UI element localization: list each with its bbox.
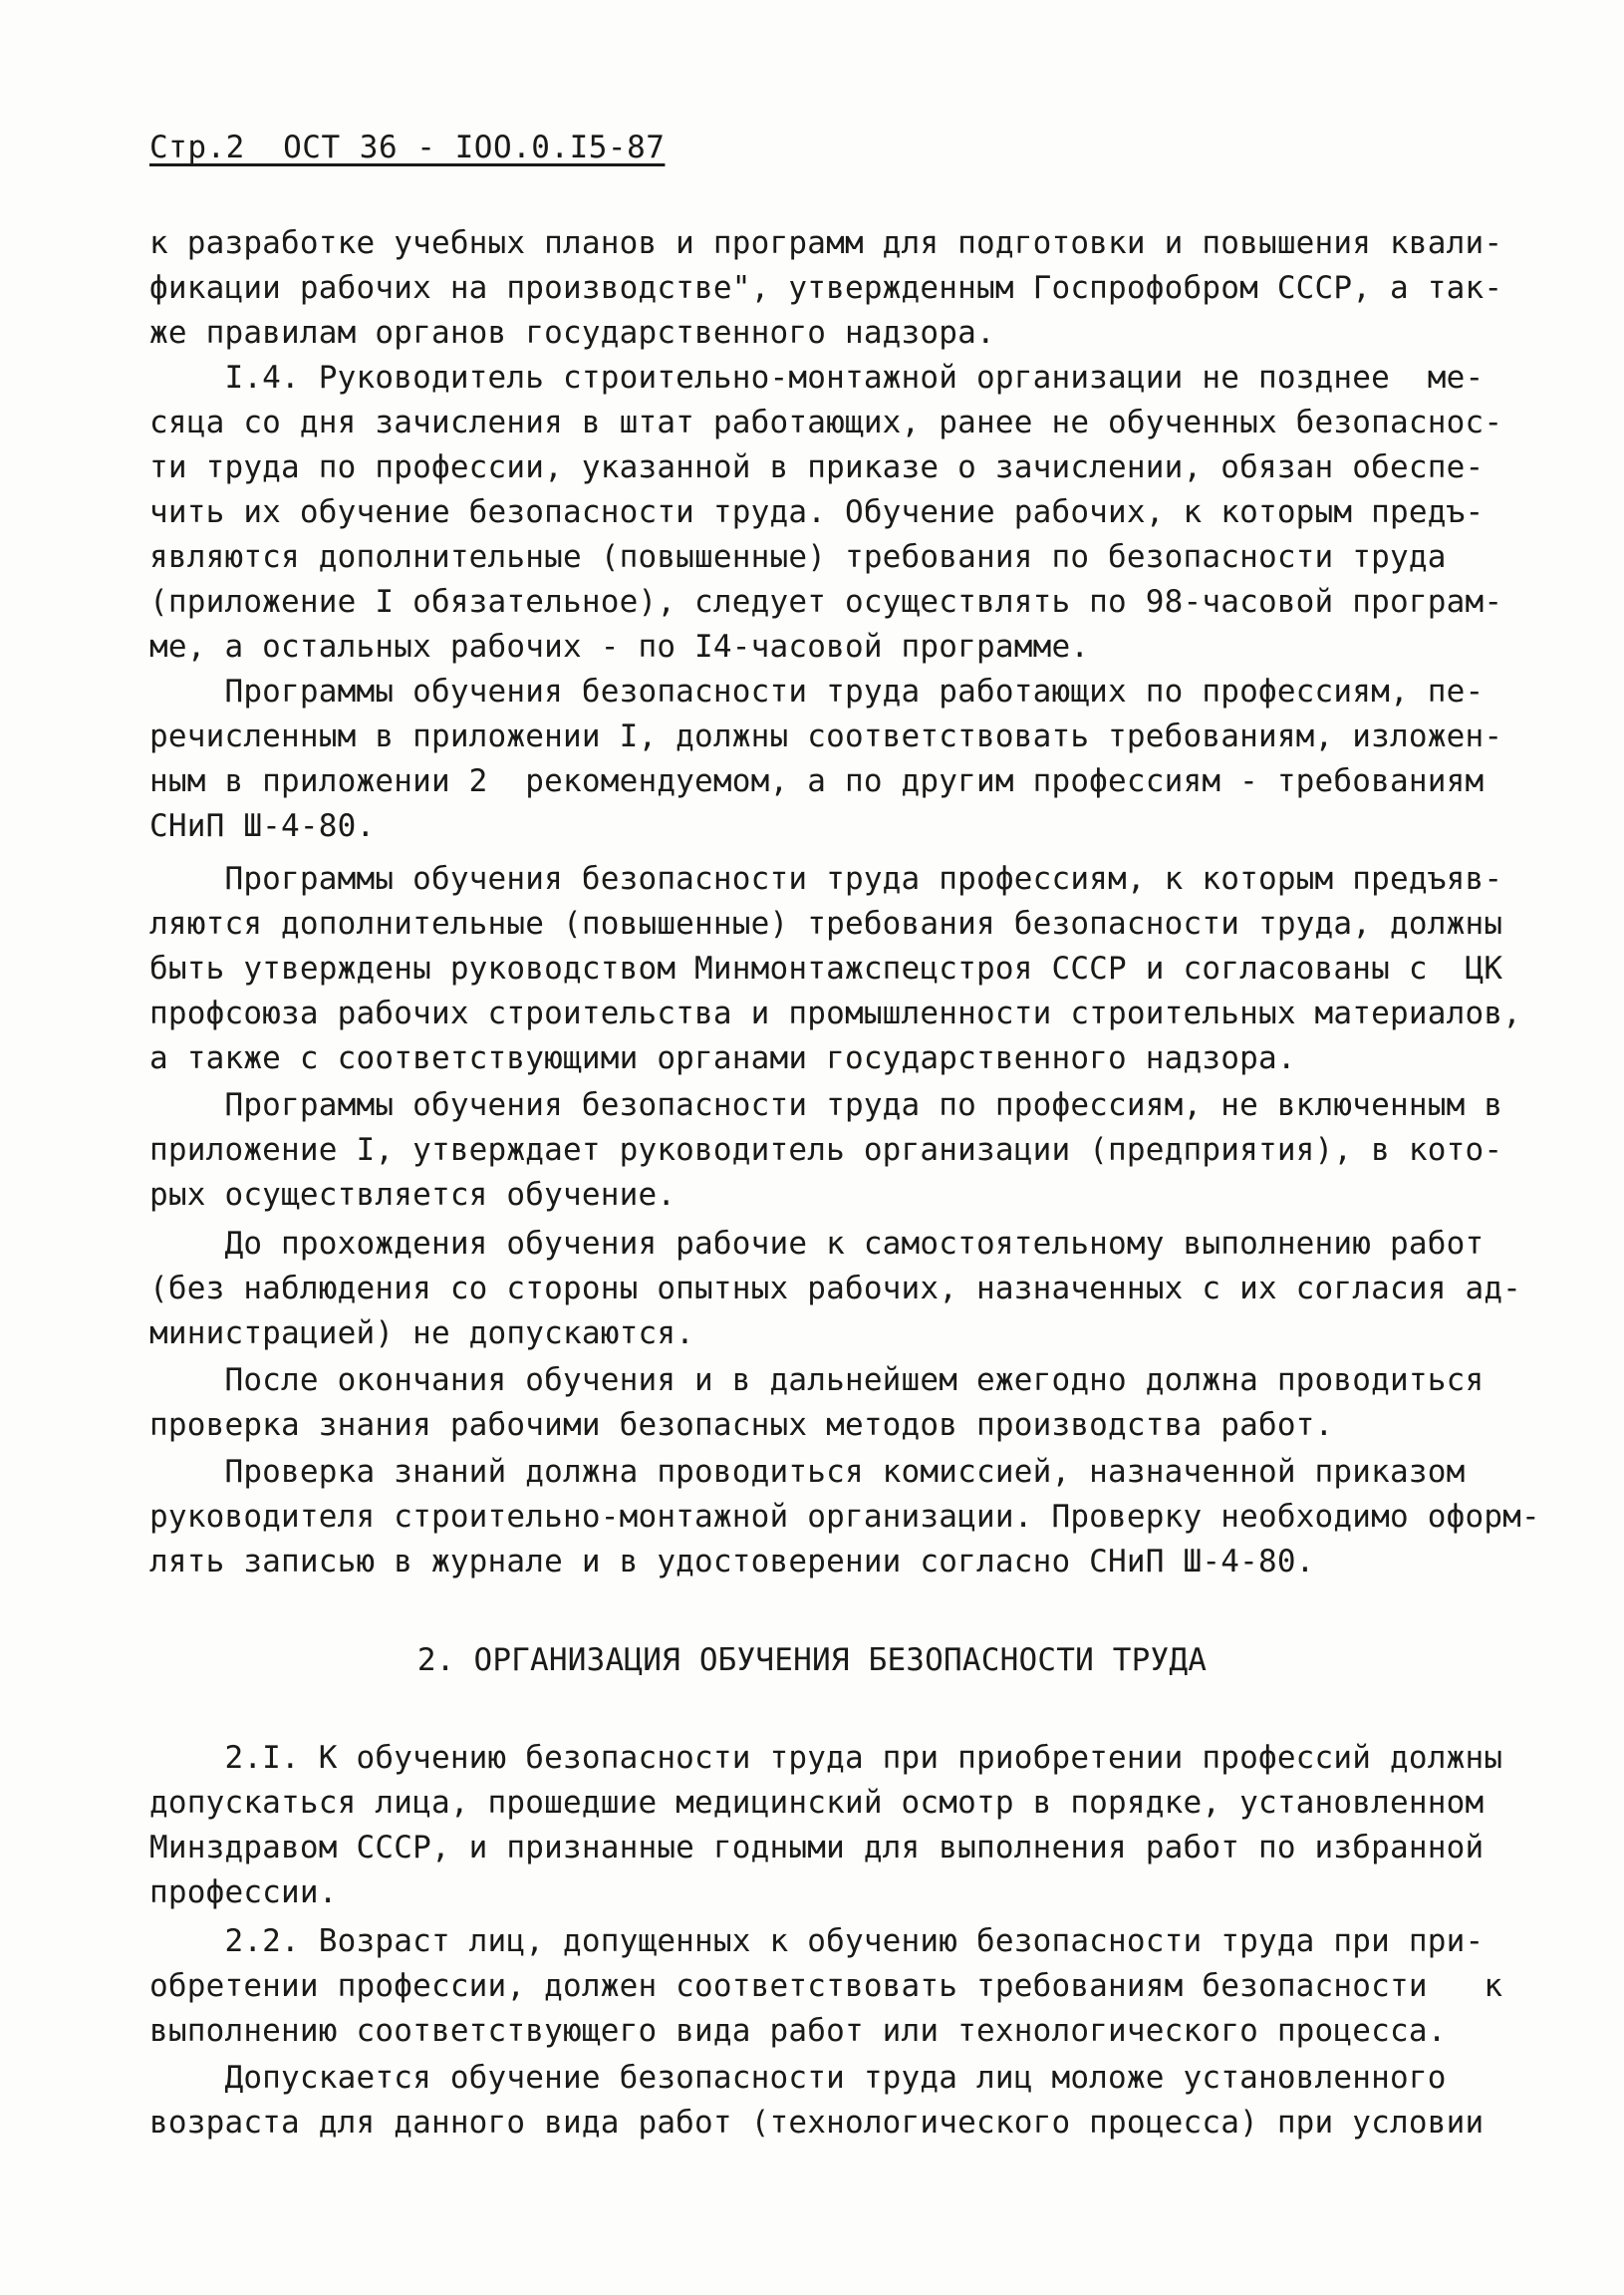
- text-line: 2.I. К обучению безопасности труда при приобретении профессий должны: [149, 1740, 1503, 1776]
- text-line: речисленным в приложении I, должны соответствовать требованиям, изложен-: [149, 718, 1503, 754]
- text-line: а также с соответствующими органами государственного надзора.: [149, 1040, 1296, 1076]
- text-line: профессии.: [149, 1874, 338, 1910]
- text-line: Программы обучения безопасности труда работающих по профессиям, пе-: [149, 674, 1485, 710]
- text-line: министрацией) не допускаются.: [149, 1315, 695, 1351]
- text-line: же правилам органов государственного надзора.: [149, 315, 995, 351]
- text-line: ти труда по профессии, указанной в приказе о зачислении, обязан обеспе-: [149, 449, 1485, 485]
- text-line: обретении профессии, должен соответствовать требованиям безопасности к: [149, 1968, 1503, 2004]
- text-line: выполнению соответствующего вида работ или технологического процесса.: [149, 2013, 1447, 2049]
- text-line: сяца со дня зачисления в штат работающих, ранее не обученных безопаснос-: [149, 405, 1503, 440]
- text-line: Программы обучения безопасности труда по профессиям, не включенным в: [149, 1087, 1503, 1123]
- text-line: допускаться лица, прошедшие медицинский осмотр в порядке, установленном: [149, 1785, 1485, 1821]
- text-line: Минздравом СССР, и признанные годными для выполнения работ по избранной: [149, 1830, 1485, 1865]
- text-line: ляются дополнительные (повышенные) требования безопасности труда, должны: [149, 906, 1503, 942]
- text-line: проверка знания рабочими безопасных методов производства работ.: [149, 1407, 1334, 1443]
- text-line: профсоюза рабочих строительства и промышленности строительных материалов,: [149, 996, 1522, 1031]
- text-line: СНиП Ш-4-80.: [149, 808, 376, 844]
- text-line: ме, а остальных рабочих - по I4-часовой программе.: [149, 629, 1090, 665]
- text-line: руководителя строительно-монтажной организации. Проверку необходимо оформ-: [149, 1499, 1540, 1535]
- page-header: Стр.2 ОСТ 36 - IOO.0.I5-87: [149, 130, 666, 165]
- text-line: являются дополнительные (повышенные) требования по безопасности труда: [149, 539, 1447, 575]
- text-line: приложение I, утверждает руководитель организации (предприятия), в кото-: [149, 1132, 1503, 1168]
- text-line: I.4. Руководитель строительно-монтажной организации не позднее ме-: [149, 360, 1485, 396]
- text-line: Проверка знаний должна проводиться комиссией, назначенной приказом: [149, 1454, 1466, 1490]
- text-line: Программы обучения безопасности труда профессиям, к которым предъяв-: [149, 861, 1503, 897]
- text-line: После окончания обучения и в дальнейшем ежегодно должна проводиться: [149, 1362, 1485, 1398]
- text-line: возраста для данного вида работ (технологического процесса) при условии: [149, 2105, 1485, 2141]
- text-line: фикации рабочих на производстве", утвержденным Госпрофобром СССР, а так-: [149, 270, 1503, 306]
- text-line: быть утверждены руководством Минмонтажспецстроя СССР и согласованы с ЦК: [149, 951, 1503, 987]
- text-line: Допускается обучение безопасности труда лиц моложе установленного: [149, 2060, 1447, 2096]
- text-line: (приложение I обязательное), следует осуществлять по 98-часовой програм-: [149, 584, 1503, 620]
- text-line: До прохождения обучения рабочие к самостоятельному выполнению работ: [149, 1226, 1485, 1262]
- text-line: ным в приложении 2 рекомендуемом, а по другим профессиям - требованиям: [149, 763, 1485, 799]
- text-line: чить их обучение безопасности труда. Обучение рабочих, к которым предъ-: [149, 494, 1485, 530]
- text-line: лять записью в журнале и в удостоверении согласно СНиП Ш-4-80.: [149, 1544, 1315, 1579]
- text-line: рых осуществляется обучение.: [149, 1177, 677, 1213]
- text-line: к разработке учебных планов и программ для подготовки и повышения квали-: [149, 225, 1503, 261]
- section-heading: 2. ОРГАНИЗАЦИЯ ОБУЧЕНИЯ БЕЗОПАСНОСТИ ТРУДА: [416, 1642, 1208, 1678]
- text-line: (без наблюдения со стороны опытных рабочих, назначенных с их согласия ад-: [149, 1271, 1522, 1306]
- text-line: 2.2. Возраст лиц, допущенных к обучению безопасности труда при при-: [149, 1923, 1485, 1959]
